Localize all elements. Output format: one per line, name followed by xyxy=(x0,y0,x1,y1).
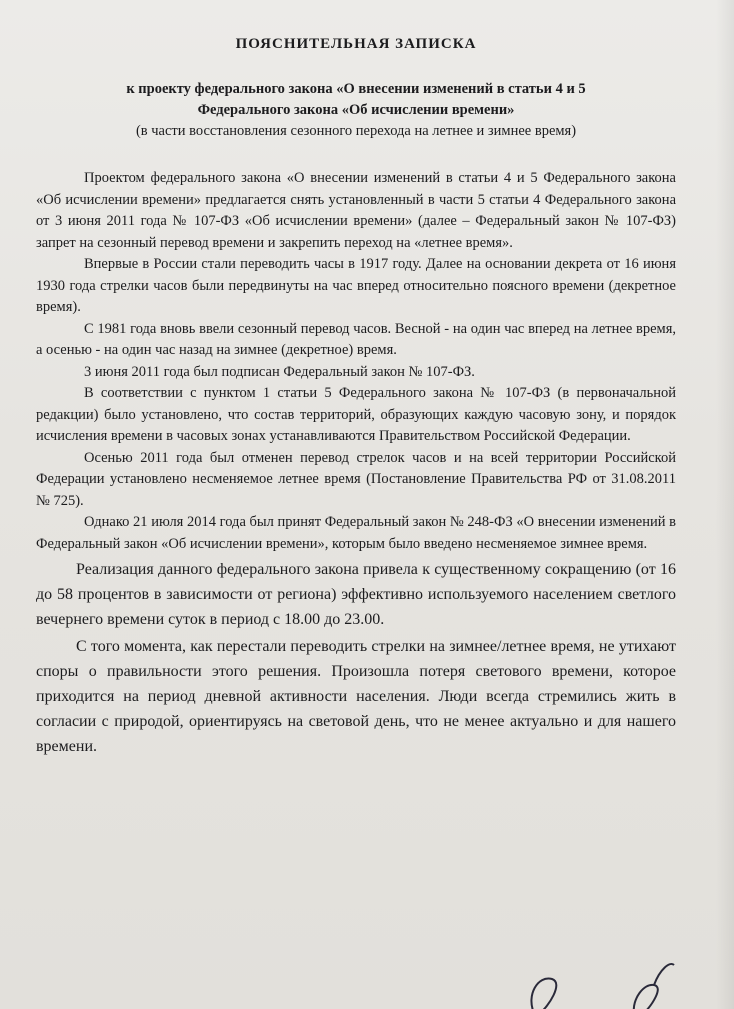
paragraph-9: С того момента, как перестали переводить стрелки на зимнее/летнее время, не утихают споры о правильности этого решения. Произошла потеря светового времени, которое приходится на период дневной активности населения. Люди всегда стремились жить в согласии с природой, ориентируясь на световой день, что не менее актуально и для нашего времени. xyxy=(36,638,676,755)
paragraph-4: 3 июня 2011 года был подписан Федеральный закон № 107-ФЗ. xyxy=(84,363,475,380)
paragraph-1: Проектом федерального закона «О внесении изменений в статьи 4 и 5 Федерального закона «Об исчислении времени» предлагается снять установленный в части 5 статьи 4 Федерального закона от 3 июня 2011 года № 107-ФЗ «Об исчислении времени» (далее – Федеральный закон № 107-ФЗ) запрет на сезонный перевод времени и закрепить переход на «летнее время». xyxy=(36,170,676,251)
paragraph-7: Однако 21 июля 2014 года был принят Федеральный закон № 248-ФЗ «О внесении изменений в Федеральный закон «Об исчислении времени», которым было введено несменяемое зимнее время. xyxy=(36,514,676,552)
handwritten-signature xyxy=(504,955,694,1009)
paragraph-8: Реализация данного федерального закона привела к существенному сокращению (от 16 до 58 процентов в зависимости от региона) эффективно используемого населением светлого вечернего времени суток в период с 18.00 до 23.00. xyxy=(36,561,676,628)
paragraph-6: Осенью 2011 года был отменен перевод стрелок часов и на всей территории Российской Федерации установлено несменяемое летнее время (Постановление Правительства РФ от 31.08.2011 № 725). xyxy=(36,449,676,509)
document-subtitle-line-1: к проекту федерального закона «О внесении изменений в статьи 4 и 5 xyxy=(126,81,586,97)
paragraph-2: Впервые в России стали переводить часы в 1917 году. Далее на основании декрета от 16 июня 1930 года стрелки часов были передвинуты на час вперед относительно поясного времени (декретное время). xyxy=(36,256,676,315)
paragraph-5: В соответствии с пунктом 1 статьи 5 Федерального закона № 107-ФЗ (в первоначальной редакции) было установлено, что состав территорий, образующих каждую часовую зону, и порядок исчисления времени в часовых зонах устанавливаются Правительством Российской Федерации. xyxy=(36,385,676,444)
document-title: ПОЯСНИТЕЛЬНАЯ ЗАПИСКА xyxy=(235,36,477,52)
document-subtitle-note: (в части восстановления сезонного перехода на летнее и зимнее время) xyxy=(135,123,577,139)
document-subtitle-line-2: Федерального закона «Об исчислении времени» xyxy=(197,102,515,118)
paragraph-3: С 1981 года вновь ввели сезонный перевод часов. Весной - на один час вперед на летнее время, а осенью - на один час назад на зимнее (декретное) время. xyxy=(36,320,676,358)
document-body xyxy=(36,30,676,759)
